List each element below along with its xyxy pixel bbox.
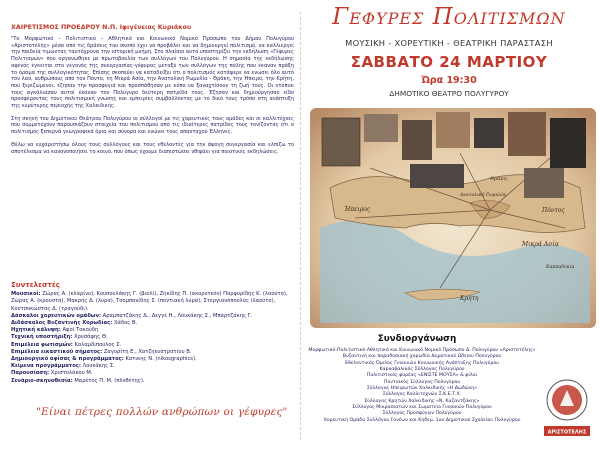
credit-row — [11, 378, 294, 385]
credit-names: Χριστολάκου Μ. — [50, 370, 93, 377]
organizer-item: Πολιτιστικός φορέας «ΕΝΙΣΤΕ ΜΟΥΣΑ» & φίλοι — [366, 373, 478, 379]
aristotelis-logo-icon — [540, 372, 594, 442]
greeting-text — [11, 36, 294, 161]
event-title: Γεφυρες Πολιτισμων — [332, 4, 566, 30]
map-label-pontos: Πόντος — [542, 207, 565, 214]
credit-role: Τεχνική υποστήριξη: — [11, 334, 73, 341]
credit-role: Διδάσκαλος Βυζαντινής Χορωδίας: — [11, 320, 113, 327]
map-label-kriti: Κρήτη — [460, 295, 479, 302]
paragraph: Θέλω να ευχαριστήσω όλους τους συλλόγους και τους εθελοντές για την άψογη συνεργασία και ελπίζω το αποτέλεσμα να κανονοποιήσει το κοινό, που όπως έχουμε διαπιστώσει νθιψάει για ποιοτικές εκδηλώσεις. — [11, 141, 294, 155]
column-divider — [300, 12, 301, 440]
credit-names: Ζαγορίτη Ε., Χατζηευστρατίου Β. — [103, 348, 192, 355]
event-date: ΣΑΒΒΑΤΟ 24 ΜΑΡΤΙΟΥ — [350, 53, 548, 71]
event-subtitle: ΜΟΥΣΙΚΗ - ΧΟΡΕΥΤΙΚΗ - ΘΕΑΤΡΙΚΗ ΠΑΡΑΣΤΑΣΗ — [345, 38, 553, 48]
credit-names: Χρυσάφης Θ. — [73, 334, 108, 341]
credits-section — [11, 282, 294, 385]
greeting-heading: ΧΑΙΡΕΤΙΣΜΟΣ ΠΡΟΕΔΡΟΥ Ν.Π. Ιφιγένειας Κυριάκου — [11, 24, 192, 31]
credit-row — [11, 370, 294, 377]
closing-quote: "Είναι πέτρες πολλών ανθρώπων οι γέφυρες" — [36, 406, 288, 418]
map-label-mikra-asia: Μικρά Ασία — [522, 241, 559, 248]
credit-role: Δάσκαλοι χορευτικών ομάδων: — [11, 312, 102, 319]
organizer-item: Μορφωτικό-Πολιτιστικό-Αθλητικό και Κοινωνικό Νομικό Πρόσωπο Δ. Πολυγύρου «Αριστοτέλης» — [308, 348, 536, 353]
event-venue: ΔΗΜΟΤΙΚΟ ΘΕΑΤΡΟ ΠΟΛΥΓΥΡΟΥ — [389, 89, 509, 98]
map-label-kappadokia: Καππαδοκία — [546, 265, 575, 270]
credit-names: Χάδος Β. — [113, 320, 138, 327]
paragraph: Στη σκηνή του Δημοτικού Θεάτρου Πολυγύρου οι σύλλογοί με τις χορευτικές τους ομάδες και οι καλλιτέχνες που συμμετέχουν παρουσιάζουν στοιχεία του πολιτισμού από τις ιδιαίτερες πατρίδες τους τονίζοντας ότι ο πολιτισμός ξεπερνά γεωγραφικά όρια και σύνορα και ενώνει τους απανταχού Έλληνες. — [11, 115, 294, 136]
credits-heading: Συντελεστές — [11, 281, 60, 289]
credit-row — [11, 342, 294, 349]
organizer-item: Σύλλογος Καλλιτεχνών Σ.Κ.Ε.Τ.Χ. — [382, 392, 462, 398]
organizer-item: Σύλλογος Κρητών Χαλκιδικής «Ν. Καζαντζάκης» — [364, 398, 480, 404]
map-label-anat-romylia: Ανατολική Ρωμυλία — [460, 193, 506, 198]
credit-names: Καλαμδιπουλος Σ. — [74, 341, 122, 348]
map-label-thraki: Θράκη — [490, 176, 507, 182]
credit-role: Παρουσίαση: — [11, 370, 50, 377]
organizer-item: Σύλλογος Ηπειρωτών Χαλκιδικής «Η Δωδώνη» — [366, 386, 478, 392]
credit-names: Μαρέτος Π. Μ. (πλνθέτης). — [74, 377, 145, 384]
collage-map-illustration — [310, 108, 596, 328]
credit-role: Σενάριο-σκηνοθεσία: — [11, 377, 73, 384]
credit-role: Μουσικοί: — [11, 291, 41, 298]
organizer-item: Ποντιακός Σύλλογος Πολυγύρου — [383, 379, 461, 385]
credit-names: Κατικης Ν. (nikosgraphics). — [125, 356, 197, 363]
credit-names: Ζώρας Α. (κλαρίνο), Κουσουλάκης Γ. (βιολί), Ζηκίδης Π. (ακορντεόν) Πορφυρίδης Κ. (λαούτο), Ζώρας Α. (κρουστά), Μακρής Δ. (λύρα), Τσομπανίδης Σ. (ποντιακή λύρα), Στεργιανόπουλος (λαούτο), Κουτσοκώστας Δ. (τραγούδι). — [11, 291, 288, 312]
organizers-heading: Συνδιοργάνωση — [377, 334, 457, 344]
organizer-item: Σύλλογος Μικρασιατών και Σωματείο Γυναικών Πολυγύρου — [352, 405, 492, 411]
organizer-item: Βυζαντινή και παραδοσιακή χορωδία Δημοτικού Ωδείου Πολυγύρου — [342, 354, 502, 360]
credit-names: Αφοί Τακούδη — [62, 327, 99, 334]
logo-text: ΑΡΙΣΤΟΤΕΛΗΣ — [547, 429, 587, 436]
credit-role: Επιμέλεια εικαστικού σήματος: — [11, 348, 103, 355]
organizers-list — [306, 348, 538, 424]
map-label-ipeiros: Ήπειρος — [344, 206, 371, 213]
credit-role: Επιμέλεια φωτισμών: — [11, 341, 73, 348]
credit-names: Αραμπατζάκης Δ., Δεγγέ Η., Λουκάκης Σ., Μπαρτζάκης Γ. — [102, 312, 253, 319]
event-time: Ώρα 19:30 — [421, 75, 477, 86]
credit-role: Δημιουργικό αφίσας & προγράμματος: — [11, 356, 124, 363]
credit-row — [11, 313, 294, 320]
credit-row — [11, 334, 294, 341]
credit-row — [11, 349, 294, 356]
paragraph: "Το Μορφωτικό – Πολιτιστικό – Αθλητικό και Κοινωνικό Νομικό Πρόσωπο του Δήμου Πολυγύρου «Αριστοτέλης» μέσα από τις δράσεις του σκοπό έχει να προβάλει και να δημιουργεί πολιτισμό, να καλλιεργεί την παιδεία τιμώντας ταυτόχρονα την ιστορική μνήμη. Στο πλαίσιο αυτό υποστηρίζει την εκδήλωση «Γέφυρες Πολιτισμών» που οργανώθηκε με πρωτοβουλία των συλλόγων του Πολυγύρου. Η σημασία της εκδήλωσης αφενός έγκειται στο γεγονός της συνεργασίας-γέφυρας μεταξύ των συλλόγων της πόλης που έκαναν πράξη το όραμα της συλλογικότητας. Επίσης σκοπεύει να καταδείξει ότι ο πολιτισμός κατάφερε να ενώσει όλο αυτό τον λαό, ανθρώπους από τον Πόντο, τη Μικρά Ασία, την Ανατολική Ρωμυλία - Θράκη, την Ήπειρο, την Κρήτη, που ξεριζωμένοι, έζησαν την προσφυγιά και προσπάθησαν με κόπο να ξαναχτίσουν τη ζωή τους. Οι ντόπιοι τους αγκάλιασαν αυτοί έκαναν τον Πολύγυρο δεύτερη πατρίδα τους. Έζησαν και δημιούργησαν είδο προσφέροντας τους πολιτισμική γνώσης και εμπειρίες συμβάλλοντας με το δικό τους τρόπο στη ανάπτυξη της ευρύτερης περιοχής της Χαλκιδικής. — [11, 36, 294, 110]
organizer-item: Εθελοντικός Όμιλος Γυναικών Κοινωνικής Ανάπτυξης Πολυγύρου — [345, 360, 499, 366]
organizer-item: Σύλλογος Προσφύγων Πολυγύρου — [382, 411, 462, 417]
organizer-item: Χορευτική Ομάδα Συλλόγου Γονέων και Κηδεμ. 1ου Δημοτικού Σχολείου Πολυγύρου — [323, 417, 521, 423]
credit-row — [11, 291, 294, 313]
credit-role: Κείμενα προγράμματος: — [11, 363, 81, 370]
credit-names: Λουκάκης Σ. — [82, 363, 115, 370]
organizer-item: Καρναβαλικός Σύλλογος Πολυγύρου — [379, 367, 465, 373]
credit-role: Ηχητική κάλυψη: — [11, 327, 61, 334]
